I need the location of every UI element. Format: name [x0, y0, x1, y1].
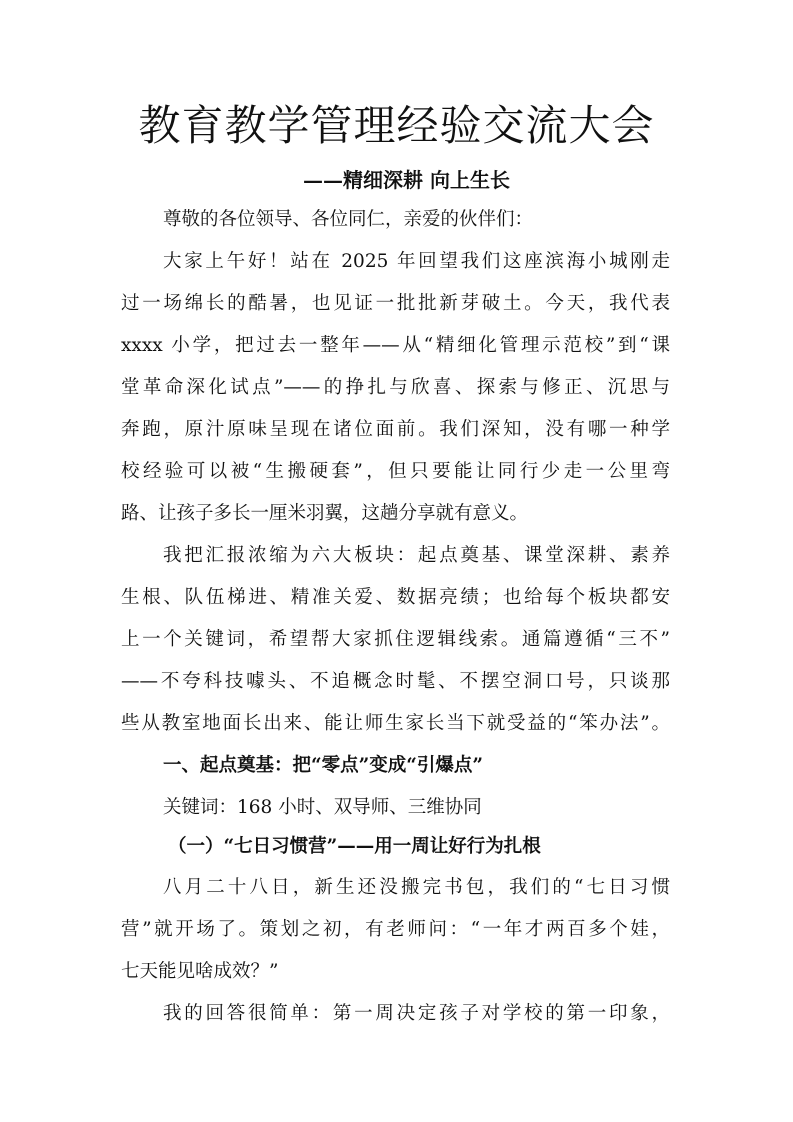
paragraph-line: 我把汇报浓缩为六大板块：起点奠基、课堂深耕、素养 — [163, 545, 670, 566]
paragraph-line: 过一场绵长的酷暑，也见证一批批新芽破土。今天，我代表 — [121, 293, 670, 314]
section-heading-line: 一、起点奠基：把“零点”变成“引爆点” — [163, 755, 484, 776]
document-subtitle: ——精细深耕 向上生长 — [303, 168, 510, 192]
paragraph-line: 关键词：168 小时、双导师、三维协同 — [163, 797, 482, 818]
paragraph-line: 校经验可以被“生搬硬套”，但只要能让同行少走一公里弯 — [121, 461, 670, 482]
paragraph-line: 尊敬的各位领导、各位同仁，亲爱的伙伴们： — [163, 209, 534, 230]
section-heading-line: （一）“七日习惯营”——用一周让好行为扎根 — [168, 836, 541, 857]
paragraph-line: 奔跑，原汁原味呈现在诸位面前。我们深知，没有哪一种学 — [121, 419, 670, 440]
paragraph-line: 生根、队伍梯进、精准关爱、数据亮绩；也给每个板块都安 — [121, 587, 670, 608]
document-title: 教育教学管理经验交流大会 — [138, 101, 655, 150]
paragraph-line: 些从教室地面长出来、能让师生家长当下就受益的“笨办法”。 — [121, 713, 670, 734]
paragraph-line: 七天能见啥成效？” — [121, 961, 279, 982]
paragraph-line: 堂革命深化试点”——的挣扎与欣喜、探索与修正、沉思与 — [121, 377, 670, 398]
paragraph-line: 八月二十八日，新生还没搬完书包，我们的“七日习惯 — [163, 877, 670, 898]
paragraph-line: 营”就开场了。策划之初，有老师问：“一年才两百多个娃， — [121, 919, 670, 940]
paragraph-line: xxxx 小学，把过去一整年——从“精细化管理示范校”到“课 — [121, 335, 670, 356]
paragraph-line: ——不夸科技噱头、不追概念时髦、不摆空洞口号，只谈那 — [121, 671, 670, 692]
paragraph-line: 路、让孩子多长一厘米羽翼，这趟分享就有意义。 — [121, 503, 529, 524]
paragraph-line: 上一个关键词，希望帮大家抓住逻辑线索。通篇遵循“三不” — [121, 629, 670, 650]
paragraph-line: 我的回答很简单：第一周决定孩子对学校的第一印象， — [163, 1003, 670, 1024]
paragraph-line: 大家上午好！站在 2025 年回望我们这座滨海小城刚走 — [163, 251, 670, 272]
